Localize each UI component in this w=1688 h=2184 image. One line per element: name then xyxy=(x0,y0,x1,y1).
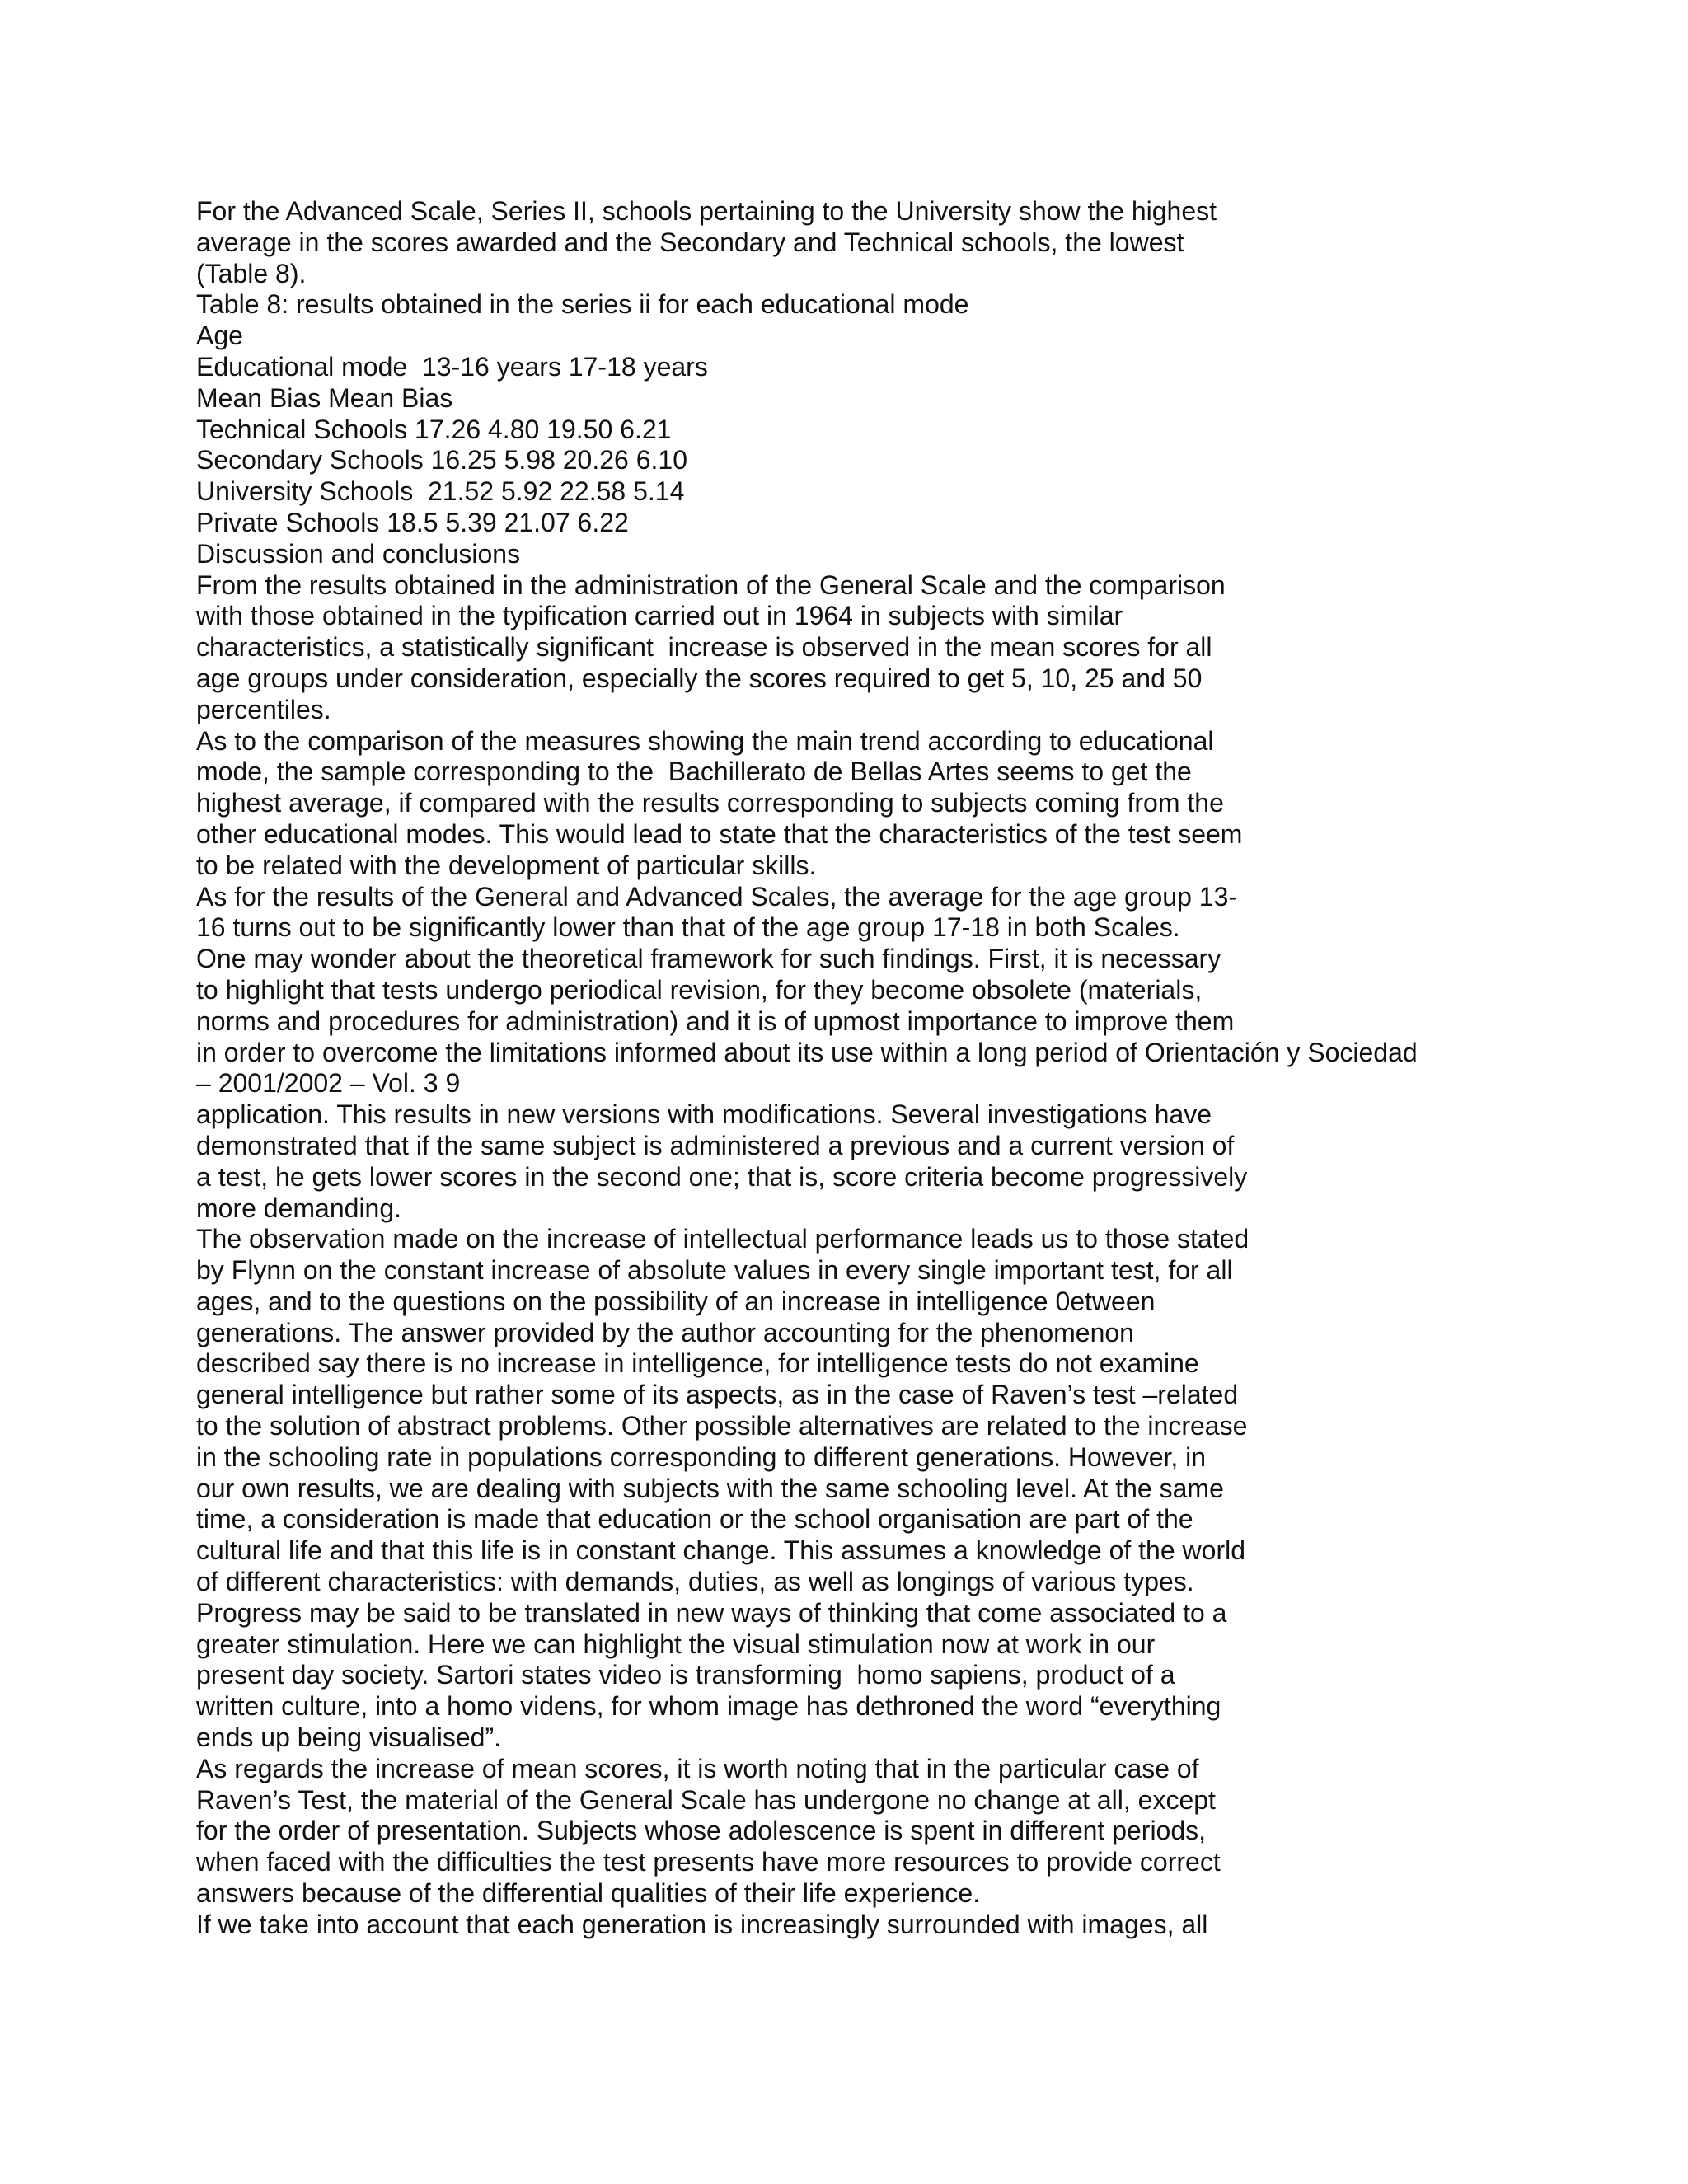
text-line: For the Advanced Scale, Series II, schools pertaining to the University show the highest xyxy=(196,196,1217,226)
text-line: mode, the sample corresponding to the Bachillerato de Bellas Artes seems to get the xyxy=(196,757,1192,787)
text-line: 16 turns out to be significantly lower than that of the age group 17-18 in both Scales. xyxy=(196,912,1180,943)
text-line: As regards the increase of mean scores, it is worth noting that in the particular case of xyxy=(196,1753,1199,1783)
text-line: If we take into account that each generation is increasingly surrounded with images, all xyxy=(196,1909,1208,1939)
text-line: Technical Schools 17.26 4.80 19.50 6.21 xyxy=(196,414,672,444)
text-line: ages, and to the questions on the possibility of an increase in intelligence 0etween xyxy=(196,1286,1156,1316)
text-line: time, a consideration is made that education or the school organisation are part of the xyxy=(196,1504,1193,1535)
text-line: Mean Bias Mean Bias xyxy=(196,382,453,413)
text-line: cultural life and that this life is in constant change. This assumes a knowledge of the world xyxy=(196,1535,1245,1566)
text-line: Secondary Schools 16.25 5.98 20.26 6.10 xyxy=(196,445,687,476)
text-line: ends up being visualised”. xyxy=(196,1722,502,1753)
text-line: in the schooling rate in populations corresponding to different generations. However, in xyxy=(196,1441,1207,1472)
text-line: Raven’s Test, the material of the General Scale has undergone no change at all, except xyxy=(196,1784,1216,1815)
text-line: Private Schools 18.5 5.39 21.07 6.22 xyxy=(196,507,629,537)
text-line: general intelligence but rather some of its aspects, as in the case of Raven’s test –related xyxy=(196,1380,1239,1410)
text-line: of different characteristics: with demands, duties, as well as longings of various types. xyxy=(196,1567,1194,1597)
text-line: when faced with the difficulties the test presents have more resources to provide correct xyxy=(196,1847,1221,1877)
text-line: Age xyxy=(196,321,243,351)
text-line: norms and procedures for administration) and it is of upmost importance to improve them xyxy=(196,1005,1235,1036)
text-line: average in the scores awarded and the Secondary and Technical schools, the lowest xyxy=(196,227,1184,257)
text-line: generations. The answer provided by the author accounting for the phenomenon xyxy=(196,1317,1134,1347)
text-line: to highlight that tests undergo periodical revision, for they become obsolete (materials, xyxy=(196,974,1203,1005)
text-line: characteristics, a statistically significant increase is observed in the mean scores for all xyxy=(196,632,1212,663)
text-line: – 2001/2002 – Vol. 3 9 xyxy=(196,1068,461,1099)
text-line: highest average, if compared with the results corresponding to subjects coming from the xyxy=(196,788,1224,818)
text-line: As for the results of the General and Advanced Scales, the average for the age group 13- xyxy=(196,881,1238,912)
text-line: Educational mode 13-16 years 17-18 years xyxy=(196,351,708,382)
text-line: Progress may be said to be translated in new ways of thinking that come associated to a xyxy=(196,1597,1227,1628)
text-line: a test, he gets lower scores in the second one; that is, score criteria become progressively xyxy=(196,1161,1248,1192)
text-line: for the order of presentation. Subjects whose adolescence is spent in different periods, xyxy=(196,1816,1207,1846)
body-text xyxy=(196,196,1680,1941)
text-line: other educational modes. This would lead to state that the characteristics of the test seem xyxy=(196,818,1243,849)
text-line: University Schools 21.52 5.92 22.58 5.14 xyxy=(196,476,685,507)
text-line: described say there is no increase in intelligence, for intelligence tests do not examine xyxy=(196,1348,1199,1379)
text-line: The observation made on the increase of intellectual performance leads us to those stated xyxy=(196,1224,1250,1254)
text-line: One may wonder about the theoretical framework for such findings. First, it is necessary xyxy=(196,944,1221,974)
text-line: in order to overcome the limitations informed about its use within a long period of Orientación y Sociedad xyxy=(196,1037,1418,1067)
text-line: by Flynn on the constant increase of absolute values in every single important test, for all xyxy=(196,1255,1233,1286)
text-line: application. This results in new versions with modifications. Several investigations have xyxy=(196,1099,1212,1130)
text-line: As to the comparison of the measures showing the main trend according to educational xyxy=(196,725,1214,756)
text-line: From the results obtained in the administration of the General Scale and the comparison xyxy=(196,569,1226,600)
text-line: age groups under consideration, especially the scores required to get 5, 10, 25 and 50 xyxy=(196,663,1203,693)
text-line: Discussion and conclusions xyxy=(196,538,521,569)
text-line: Table 8: results obtained in the series ii for each educational mode xyxy=(196,289,969,320)
text-line: percentiles. xyxy=(196,694,331,724)
text-line: more demanding. xyxy=(196,1193,402,1223)
text-line: written culture, into a homo videns, for whom image has dethroned the word “everything xyxy=(196,1691,1221,1722)
text-line: our own results, we are dealing with subjects with the same schooling level. At the same xyxy=(196,1473,1224,1503)
text-line: to the solution of abstract problems. Other possible alternatives are related to the increase xyxy=(196,1411,1248,1441)
text-line: greater stimulation. Here we can highlight the visual stimulation now at work in our xyxy=(196,1629,1156,1659)
text-line: demonstrated that if the same subject is administered a previous and a current version of xyxy=(196,1130,1235,1160)
text-line: (Table 8). xyxy=(196,258,307,288)
text-line: with those obtained in the typification carried out in 1964 in subjects with similar xyxy=(196,601,1123,631)
text-line: to be related with the development of particular skills. xyxy=(196,850,817,880)
text-line: answers because of the differential qualities of their life experience. xyxy=(196,1878,981,1909)
text-line: present day society. Sartori states video is transforming homo sapiens, product of a xyxy=(196,1660,1175,1690)
